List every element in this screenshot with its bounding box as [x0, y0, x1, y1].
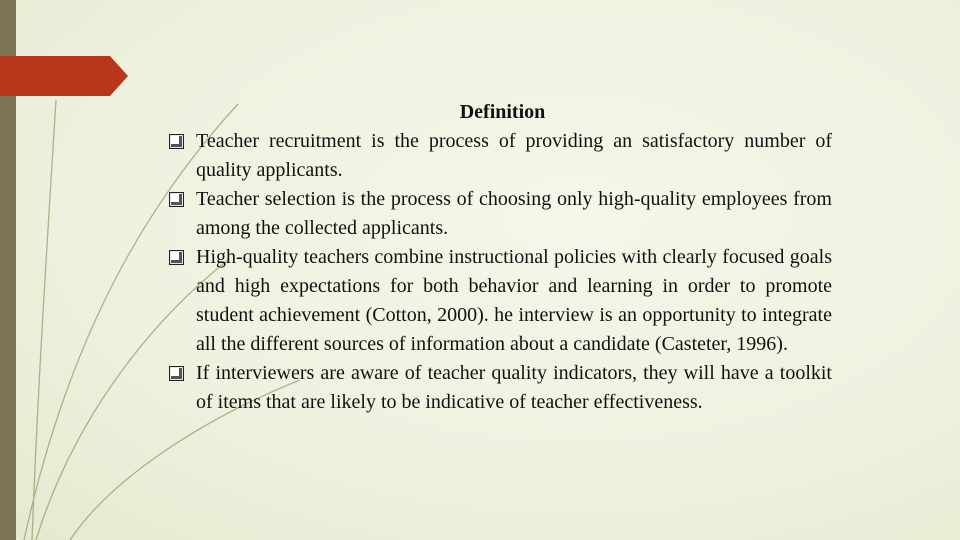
bullet-text: Teacher recruitment is the process of providing an satisfactory number of quality applicants.	[196, 130, 832, 181]
checkbox-square-icon	[169, 250, 184, 265]
accent-tab	[0, 56, 128, 96]
slide-content	[168, 98, 832, 417]
checkbox-square-icon	[169, 366, 184, 381]
bullet-text: High-quality teachers combine instructional policies with clearly focused goals and high expectations for both behavior and learning in order to promote student achievement (Cotton, 2000). he interview is an opportunity to integrate all the different sources of information about a candidate (Casteter, 1996).	[196, 246, 832, 355]
bullet-text: Teacher selection is the process of choosing only high-quality employees from among the collected applicants.	[196, 188, 832, 239]
bullet-item	[168, 185, 832, 243]
slide-title: Definition	[459, 101, 546, 123]
bullet-text: If interviewers are aware of teacher quality indicators, they will have a toolkit of items that are likely to be indicative of teacher effectiveness.	[196, 362, 832, 413]
bullet-item	[168, 243, 832, 359]
checkbox-square-icon	[169, 192, 184, 207]
bullet-item	[168, 127, 832, 185]
checkbox-square-icon	[169, 134, 184, 149]
bullet-item	[168, 359, 832, 417]
